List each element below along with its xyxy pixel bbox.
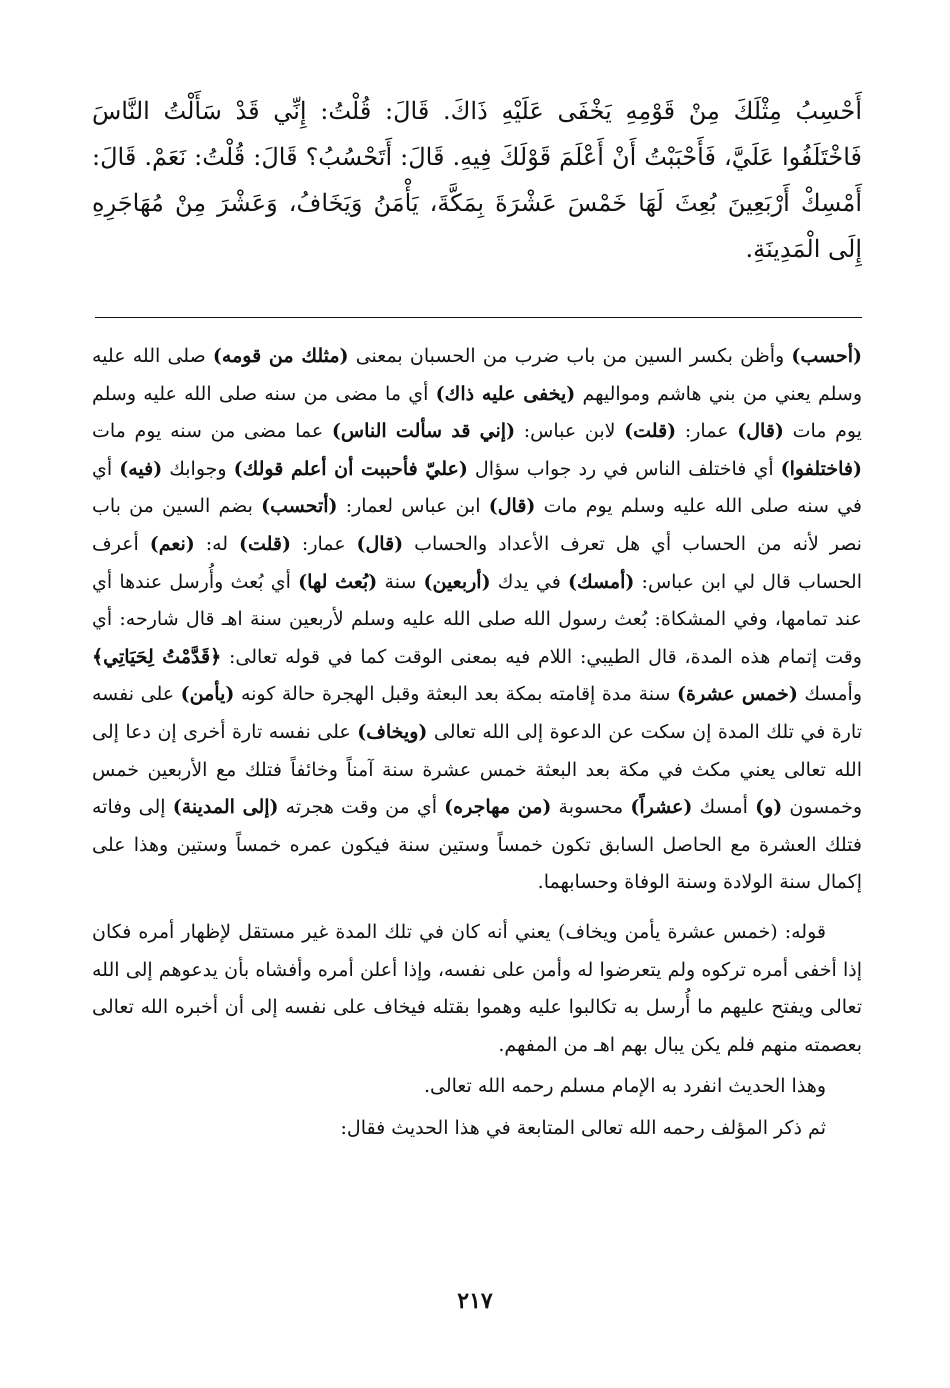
commentary-text: أي ما مضى من سنه صلى الله عليه وسلم يوم مات	[92, 382, 862, 443]
commentary-text: أي بُعث وأُرسل عندها أي عند تمامها، وفي المشكاة: بُعث رسول الله صلى الله عليه وسلم لأربعين سنة اهـ قال شارحه: أي وقت إتمام هذه المدة، قال الطيبي: اللام فيه بمعنى الوقت كما في قوله تعالى:	[92, 570, 862, 668]
quoted-phrase: (فيه)	[119, 457, 163, 480]
commentary-text: له:	[194, 532, 239, 555]
quoted-phrase: ﴿قَدَّمْتُ لِحَيَاتِي﴾	[92, 645, 222, 668]
commentary-text: أعرف الحساب قال لي ابن عباس:	[92, 532, 862, 593]
quoted-phrase: (ويخاف)	[357, 720, 428, 743]
quoted-phrase: (أربعين)	[423, 570, 491, 593]
commentary-text: وجوابك	[162, 457, 234, 480]
commentary-main-paragraph	[92, 338, 862, 902]
commentary-text: عما مضى من سنه يوم مات	[92, 420, 332, 443]
commentary-text: عمار:	[676, 420, 738, 443]
quoted-phrase: (خمس عشرة)	[677, 683, 798, 706]
commentary-text: محسوبة	[551, 796, 631, 819]
page-number: ٢١٧	[457, 1288, 493, 1314]
commentary-text: إلى وفاته فتلك العشرة مع الحاصل السابق تكون خمساً وستين سنة فيكون عمره خمساً وستين وهذا على إكمال سنة الولادة وسنة الوفاة وحسابهما.	[92, 796, 862, 894]
commentary-text: عمار:	[291, 532, 357, 555]
commentary-text: وأمسك	[797, 683, 863, 706]
hadith-text-block	[92, 88, 862, 272]
commentary-text: بضم السين من باب نصر لأنه من الحساب أي هل تعرف الأعداد والحساب	[92, 495, 862, 555]
quoted-phrase: (يخفى عليه ذاك)	[435, 382, 576, 405]
commentary-text: في يدك	[490, 570, 568, 593]
commentary-text: على نفسه تارة أخرى إن دعا إلى الله تعالى يعني مكث في مكة بعد البعثة خمس عشرة سنة آمناً وخائفاً فتلك مع الأربعين خمس وخمسون	[92, 720, 862, 819]
quoted-phrase: (أتحسب)	[261, 495, 338, 518]
quoted-phrase: (إني قد سألت الناس)	[331, 420, 516, 443]
quoted-phrase: (قلت)	[624, 420, 677, 443]
commentary-text: صلى الله عليه وسلم يعني من بني هاشم ومواليهم	[92, 345, 863, 405]
quoted-phrase: (فاختلفوا)	[780, 457, 862, 480]
commentary-text: سنة	[377, 570, 424, 593]
quoted-phrase: (قال)	[737, 420, 784, 443]
commentary-text: أي من وقت هجرته	[278, 796, 445, 819]
commentary-text: أي في سنه صلى الله عليه وسلم يوم مات	[92, 457, 862, 518]
commentary-paragraph-2: قوله: (خمس عشرة يأمن ويخاف) يعني أنه كان في تلك المدة غير مستقل لإظهار أمره فكان إذا أخفى أمره تركوه ولم يتعرضوا له وأمن على نفسه، وإذا أعلن أمره وأفشاه بأن يدعوهم إلى الله تعالى ويفتح عليهم ما أُرسل به تكالبوا عليه وهموا بقتله فيخاف على نفسه إلى أن أخبره الله تعالى بعصمته منهم فلم يكن يبال بهم اهـ من المفهم.	[92, 920, 862, 1056]
commentary-block	[92, 338, 862, 1147]
quoted-phrase: (أمسك)	[567, 570, 635, 593]
quoted-phrase: (عشراً)	[630, 796, 693, 819]
commentary-text: ابن عباس لعمار:	[337, 495, 489, 518]
commentary-paragraph-4: ثم ذكر المؤلف رحمه الله تعالى المتابعة في هذا الحديث فقال:	[340, 1116, 826, 1139]
commentary-text: على نفسه تارة في تلك المدة إن سكت عن الدعوة إلى الله تعالى	[92, 683, 862, 743]
quoted-phrase: (إلى المدينة)	[172, 796, 279, 819]
quoted-phrase: (عليّ فأحببت أن أعلم قولك)	[233, 457, 468, 480]
commentary-text: أي فاختلف الناس في رد جواب سؤال	[467, 457, 781, 480]
quoted-phrase: (و)	[755, 796, 783, 819]
quoted-phrase: (نعم)	[149, 532, 195, 555]
hadith-text: أَحْسِبُ مِثْلَكَ مِنْ قَوْمِهِ يَخْفَى عَلَيْهِ ذَاكَ. قَالَ: قُلْتُ: إِنِّي قَدْ سَأَلْتُ النَّاسَ فَاخْتَلَفُوا عَلَيَّ، فَأَحْبَبْتُ أَنْ أَعْلَمَ قَوْلَكَ فِيهِ. قَالَ: أَتَحْسُبُ؟ قَالَ: قُلْتُ: نَعَمْ. قَالَ: أَمْسِكْ أَرْبَعِينَ بُعِثَ لَهَا خَمْسَ عَشْرَةَ بِمَكَّةَ، يَأْمَنُ وَيَخَافُ، وَعَشْرَ مِنْ مُهَاجَرِهِ إِلَى الْمَدِينَةِ.	[92, 97, 862, 263]
quoted-phrase: (يأمن)	[180, 683, 235, 706]
commentary-text: وأظن بكسر السين من باب ضرب من الحسبان بمعنى	[348, 345, 792, 367]
commentary-paragraph-3: وهذا الحديث انفرد به الإمام مسلم رحمه الله تعالى.	[423, 1075, 826, 1098]
quoted-phrase: (بُعث لها)	[298, 570, 378, 593]
commentary-text: أمسك	[692, 796, 756, 819]
quoted-phrase: (مثلك من قومه)	[212, 345, 349, 367]
commentary-text: لابن عباس:	[515, 420, 625, 443]
quoted-phrase: (قال)	[488, 495, 536, 518]
quoted-phrase: (أحسب)	[791, 345, 862, 367]
quoted-phrase: (من مهاجره)	[444, 796, 552, 819]
quoted-phrase: (قلت)	[239, 532, 292, 555]
commentary-text: سنة مدة إقامته بمكة بعد البعثة وقبل الهجرة حالة كونه	[234, 683, 677, 706]
quoted-phrase: (قال)	[356, 532, 404, 555]
footnote-separator-line	[95, 317, 862, 318]
